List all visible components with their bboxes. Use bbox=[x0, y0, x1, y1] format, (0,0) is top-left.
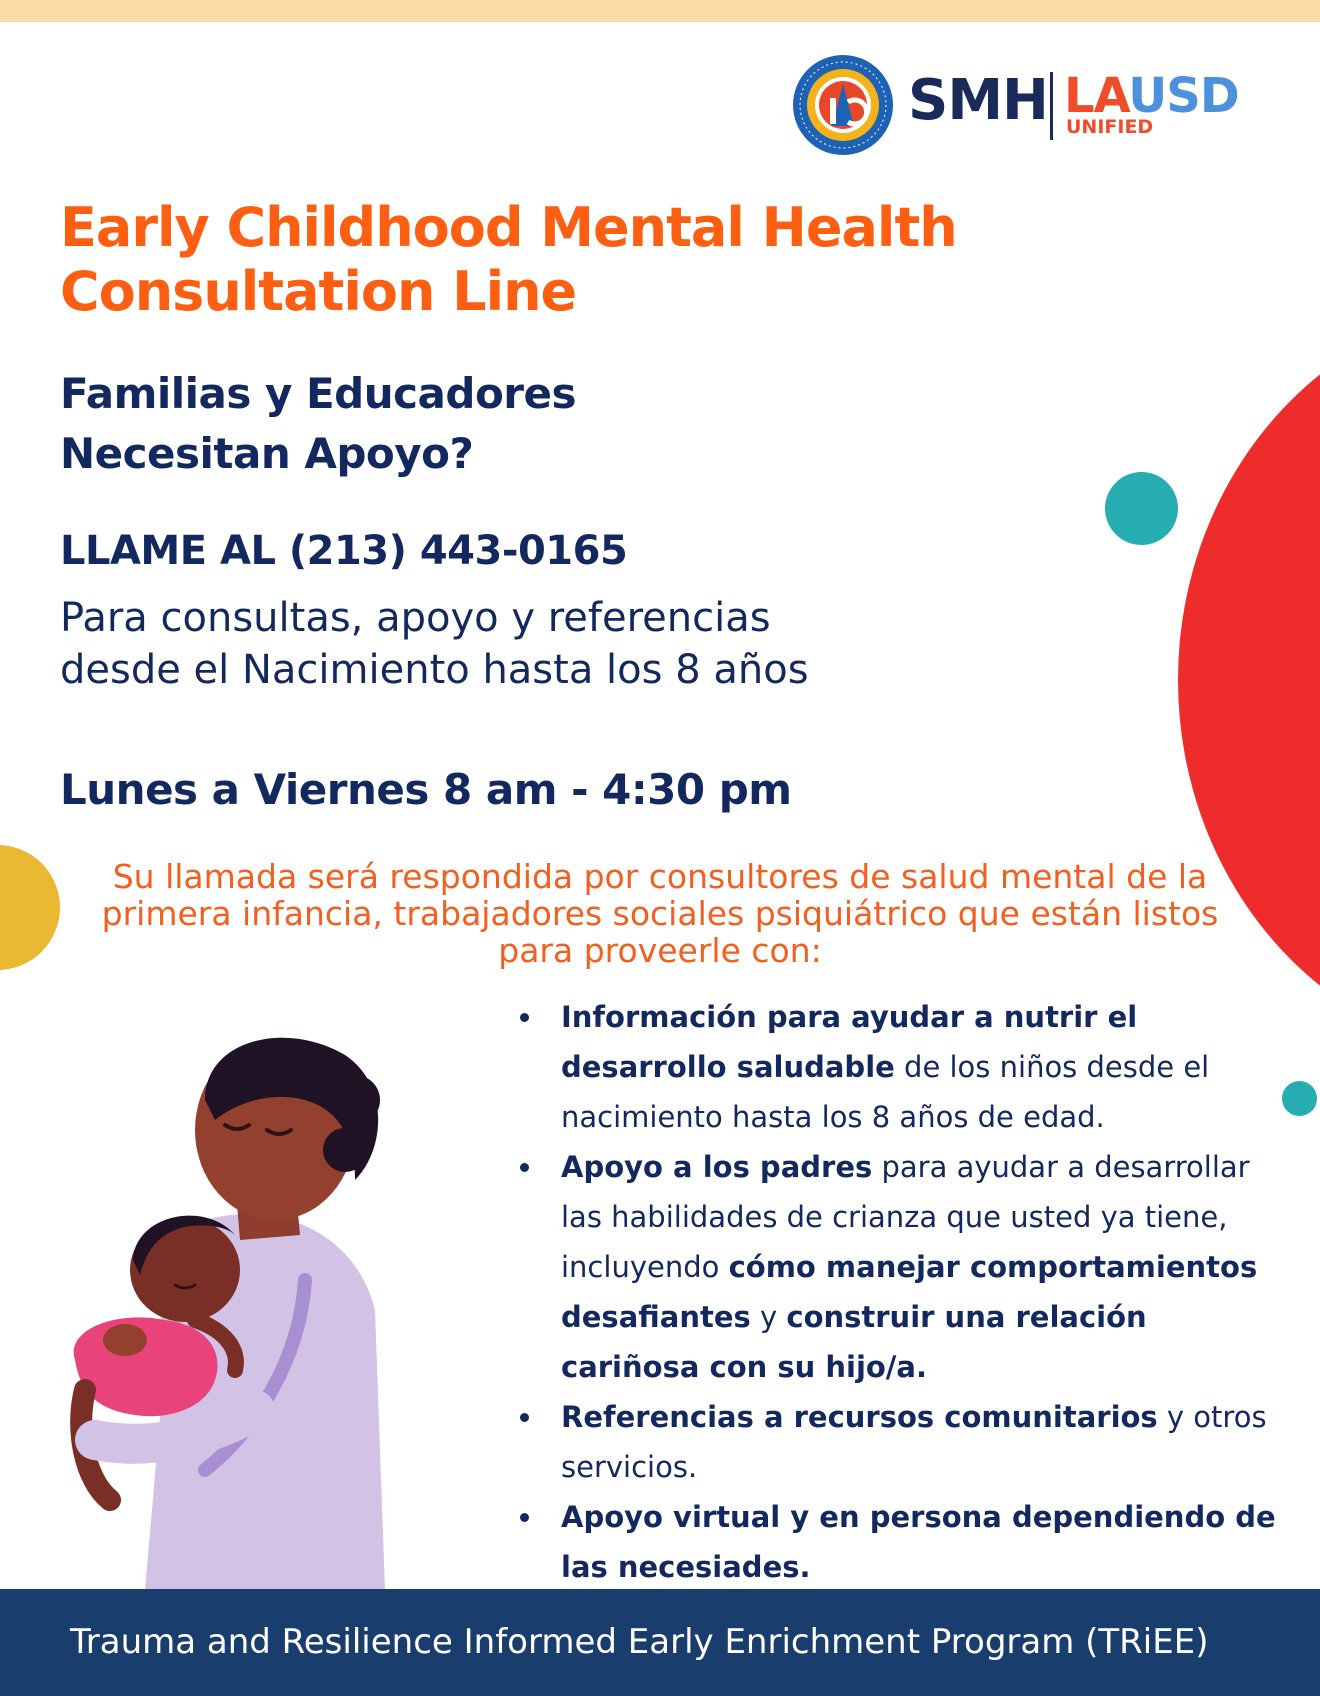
bullet-bold: Referencias a recursos comunitarios bbox=[561, 1400, 1158, 1434]
lausd-logo-unified: UNIFIED bbox=[1066, 116, 1154, 138]
bullet-bold: construir una relación cariñosa con su hijo/a. bbox=[561, 1300, 1147, 1384]
decorative-teal-dot bbox=[1282, 1081, 1317, 1116]
list-item bbox=[520, 1142, 1280, 1392]
services-list bbox=[520, 992, 1280, 1592]
parent-holding-baby-illustration bbox=[55, 1030, 415, 1590]
bullet-text: y otros servicios. bbox=[561, 1400, 1267, 1484]
bullet-text: para ayudar a desarrollar las habilidades de crianza que usted ya tiene, incluyendo bbox=[561, 1150, 1250, 1284]
bullet-bold: Apoyo a los padres bbox=[561, 1150, 873, 1184]
subtitle-line-1: Familias y Educadores bbox=[60, 369, 576, 418]
list-item bbox=[520, 992, 1280, 1142]
bullet-bold: Información para ayudar a nutrir el desarrollo saludable bbox=[561, 1000, 1138, 1084]
lausd-logo-la: LA bbox=[1064, 68, 1129, 124]
page-title: Early Childhood Mental Health Consultation Line bbox=[60, 196, 957, 323]
lausd-seal-logo bbox=[792, 54, 894, 156]
decorative-yellow-circle bbox=[0, 845, 60, 970]
bullet-bold: cómo manejar comportamientos desafiantes bbox=[561, 1250, 1258, 1334]
phone-number: LLAME AL (213) 443-0165 bbox=[60, 528, 628, 574]
list-item bbox=[520, 1392, 1280, 1492]
subtitle bbox=[60, 364, 760, 484]
bullet-text: de los niños desde el nacimiento hasta los 8 años de edad. bbox=[561, 1050, 1210, 1134]
list-item bbox=[520, 1492, 1280, 1592]
call-notice: Su llamada será respondida por consultores de salud mental de la primera infancia, trabajadores sociales psiquiátrico que están listos para proveerle con: bbox=[101, 857, 1219, 970]
top-band bbox=[0, 0, 1320, 22]
subtitle-line-2: Necesitan Apoyo? bbox=[60, 429, 474, 478]
bullet-text: y bbox=[750, 1300, 787, 1334]
lausd-logo-usd: USD bbox=[1128, 68, 1239, 124]
logo-divider bbox=[1050, 72, 1053, 140]
bullet-bold: Apoyo virtual y en persona dependiendo de las necesiades. bbox=[561, 1500, 1276, 1584]
office-hours: Lunes a Viernes 8 am - 4:30 pm bbox=[60, 765, 792, 814]
footer-program-name: Trauma and Resilience Informed Early Enrichment Program (TRiEE) bbox=[70, 1622, 1209, 1662]
decorative-teal-circle bbox=[1105, 472, 1178, 545]
smh-logo: SMH bbox=[908, 68, 1048, 133]
service-description: Para consultas, apoyo y referencias desde el Nacimiento hasta los 8 años bbox=[60, 595, 809, 693]
